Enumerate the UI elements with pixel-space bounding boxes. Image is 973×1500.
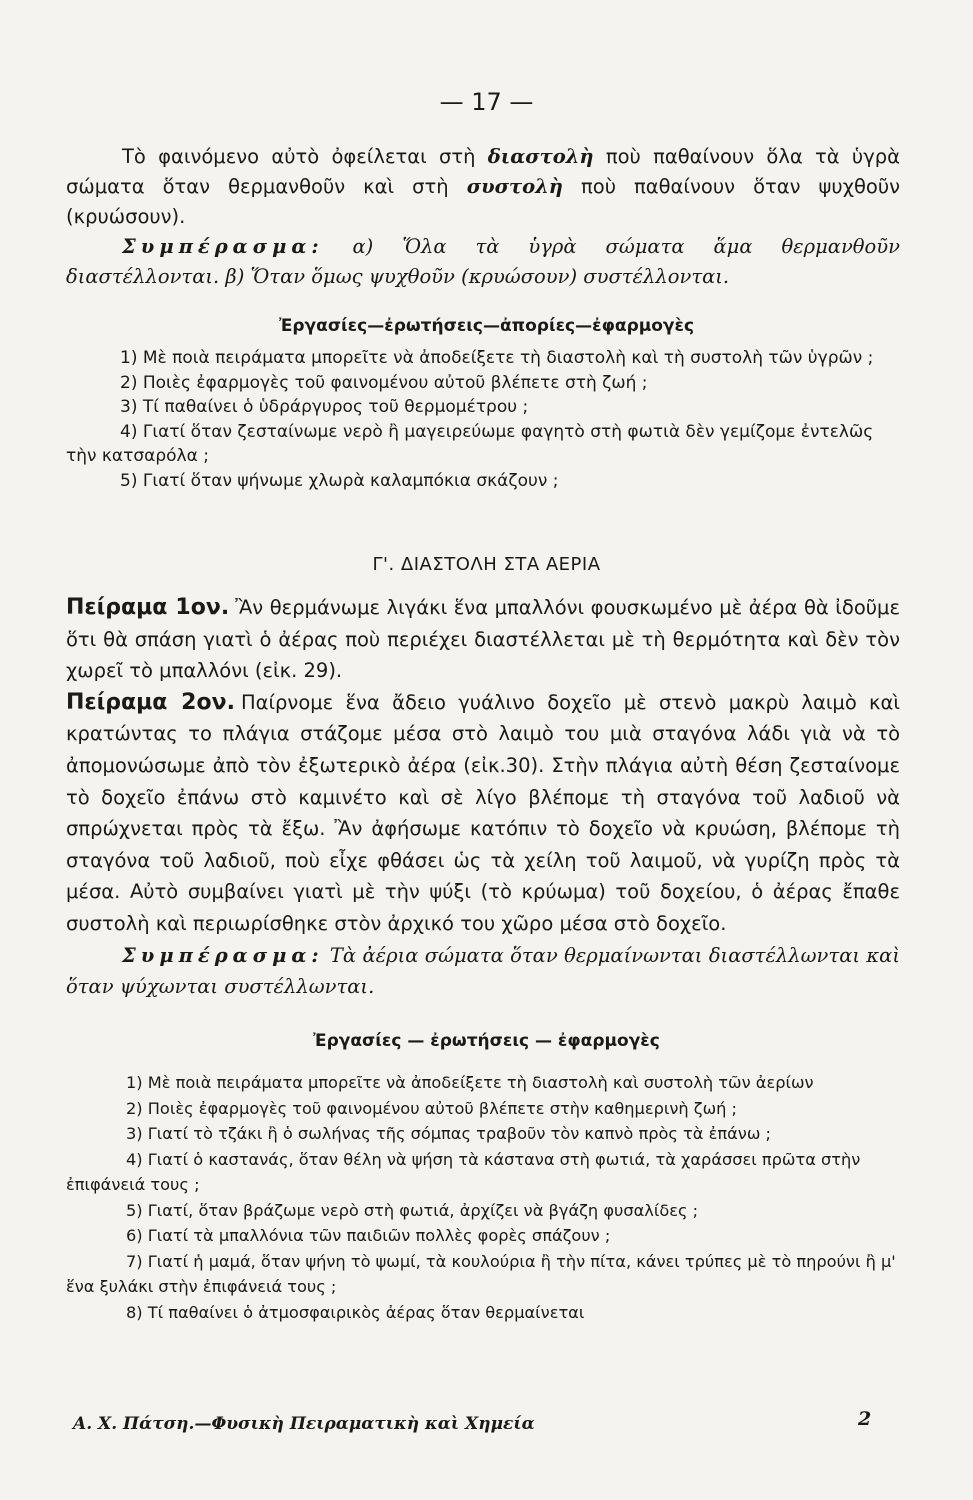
experiment-label: Πείραμα 1ον. <box>66 595 230 620</box>
intro-conclusion <box>66 232 900 292</box>
term-expansion: διαστολὴ <box>487 145 594 168</box>
list-item: 7) Γιατί ἡ μαμά, ὅταν ψήνη τὸ ψωμί, τὰ κουλούρια ἢ τὴν πίτα, κάνει τρύπες μὲ τὸ πηρούνι ἢ μ' ἕνα ξυλάκι στὴν ἐπιφάνειά τους ; <box>66 1251 896 1296</box>
conclusion-2 <box>66 940 900 1003</box>
list-item: 4) Γιατί ὅταν ζεσταίνωμε νερὸ ἢ μαγειρεύωμε φαγητὸ στὴ φωτιὰ δὲν γεμίζομε ἐντελῶς τὴν κατσαρόλα ; <box>66 421 874 466</box>
text-run: Τὸ φαινόμενο αὐτὸ ὀφείλεται στὴ <box>122 145 488 168</box>
text-run: ποὺ παθαίνουν ὅταν ψυχθοῦν (κρυώσουν). <box>66 175 900 228</box>
list-item: 5) Γιατί ὅταν ψήνωμε χλωρὰ καλαμπόκια σκάζουν ; <box>120 470 559 491</box>
list-item: 4) Γιατί ὁ καστανάς, ὅταν θέλη νὰ ψήση τὰ κάστανα στὴ φωτιά, τὰ χαράσσει πρῶτα στὴν ἐπιφάνειά τους ; <box>66 1149 861 1194</box>
experiment-text: Παίρνομε ἕνα ἄδειο γυάλινο δοχεῖο μὲ στενὸ μακρὺ λαιμὸ καὶ κρατώντας το πλάγια στάζομε μέσα στὸ λαιμὸ του μιὰ σταγόνα λάδι γιὰ νὰ τὸ ἀπομονώσωμε ἀπὸ τὸν ἐξωτερικὸ ἀέρα (εἰκ.30). Στὴν πλάγια αὐτὴ θέση ζεσταίνομε τὸ δοχεῖο ἐπάνω στὸ καμινέτο καὶ σὲ λίγο βλέπομε τὴ σταγόνα τοῦ λαδιοῦ νὰ σπρώχνεται πρὸς τὰ ἔξω. Ἂν ἀφήσωμε κατόπιν τὸ δοχεῖο νὰ κρυώση, βλέπομε τὴ σταγόνα τοῦ λαδιοῦ, ποὺ εἶχε φθάσει ὡς τὰ χείλη τοῦ λαιμοῦ, νὰ γυρίζη πρὸς τὰ μέσα. Αὐτὸ συμβαίνει γιατὶ μὲ τὴν ψύξι (τὸ κρύωμα) τοῦ δοχείου, ὁ ἀέρας ἔπαθε συστολὴ καὶ περιωρίσθηκε στὸν ἀρχικό του χῶρο μέσα στὸ δοχεῖο. <box>66 690 900 935</box>
footer-sheet-number: 2 <box>858 1408 872 1430</box>
text-run: ποὺ παθαίνουν ὅλα τὰ ὑγρὰ σώματα ὅταν θερμανθοῦν καὶ στὴ <box>66 145 900 198</box>
list-item: 2) Ποιὲς ἐφαρμογὲς τοῦ φαινομένου αὐτοῦ βλέπετε στὴ ζωή ; <box>120 372 648 393</box>
list-item: 3) Γιατί τὸ τζάκι ἢ ὁ σωλήνας τῆς σόμπας τραβοῦν τὸν καπνὸ πρὸς τὰ ἐπάνω ; <box>126 1124 771 1143</box>
list-item: 8) Τί παθαίνει ὁ ἀτμοσφαιρικὸς ἀέρας ὅταν θερμαίνεται <box>126 1302 585 1322</box>
exercises-heading-2: Ἐργασίες — ἐρωτήσεις — ἐφαρμογὲς <box>313 1031 660 1051</box>
list-item: 5) Γιατί, ὅταν βράζωμε νερὸ στὴ φωτιά, ἀρχίζει νὰ βγάζη φυσαλίδες ; <box>126 1200 699 1220</box>
conclusion-text: α) Ὅλα τὰ ὑγρὰ σώματα ἅμα θερμανθοῦν διαστέλλονται. β) Ὅταν ὅμως ψυχθοῦν (κρυώσουν) συστέλλονται. <box>66 235 900 288</box>
experiment-text: Ἂν θερμάνωμε λιγάκι ἕνα μπαλλόνι φουσκωμένο μὲ ἀέρα θὰ ἰδοῦμε ὅτι θὰ σπάση γιατὶ ὁ ἀέρας ποὺ περιέχει διαστέλλεται μὲ τὴ θερμότητα καὶ δὲν τὸν χωρεῖ τὸ μπαλλόνι (εἰκ. 29). <box>66 596 900 683</box>
exercises-list-1 <box>66 346 900 493</box>
conclusion-text: Τὰ ἀέρια σώματα ὅταν θερμαίνωνται διαστέλλωνται καὶ ὅταν ψύχωνται συστέλλωνται. <box>66 943 900 999</box>
term-contraction: συστολὴ <box>466 175 563 198</box>
experiment-label: Πείραμα 2ον. <box>66 689 235 715</box>
conclusion-label: Συμπέρασμα: <box>122 235 324 258</box>
intro-paragraph <box>66 142 900 232</box>
conclusion-label: Συμπέρασμα: <box>122 943 324 967</box>
list-item: 6) Γιατί τὰ μπαλλόνια τῶν παιδιῶν πολλὲς φορὲς σπάζουν ; <box>126 1226 611 1245</box>
exercises-heading-1: Ἐργασίες—ἐρωτήσεις—ἀπορίες—ἐφαρμογὲς <box>278 316 695 336</box>
exercises-list-2 <box>66 1070 900 1325</box>
experiments-section <box>66 592 900 1003</box>
list-item: 1) Μὲ ποιὰ πειράματα μπορεῖτε νὰ ἀποδείξετε τὴ διαστολὴ καὶ τὴ συστολὴ τῶν ὑγρῶν ; <box>120 348 874 368</box>
list-item: 2) Ποιὲς ἐφαρμογὲς τοῦ φαινομένου αὐτοῦ βλέπετε στὴν καθημερινὴ ζωή ; <box>126 1098 737 1118</box>
section-title: Γ'. ΔΙΑΣΤΟΛΗ ΣΤΑ ΑΕΡΙΑ <box>372 554 601 575</box>
page-number: — 17 — <box>439 88 534 116</box>
experiment-2 <box>66 687 900 940</box>
experiment-1 <box>66 592 900 687</box>
intro-section <box>66 142 900 292</box>
list-item: 3) Τί παθαίνει ὁ ὑδράργυρος τοῦ θερμομέτρου ; <box>120 397 529 417</box>
list-item: 1) Μὲ ποιὰ πειράματα μπορεῖτε νὰ ἀποδείξετε τὴ διαστολὴ καὶ συστολὴ τῶν ἀερίων <box>126 1073 814 1092</box>
footer-book-title: Α. Χ. Πάτση.—Φυσικὴ Πειραματικὴ καὶ Χημεία <box>73 1414 535 1434</box>
